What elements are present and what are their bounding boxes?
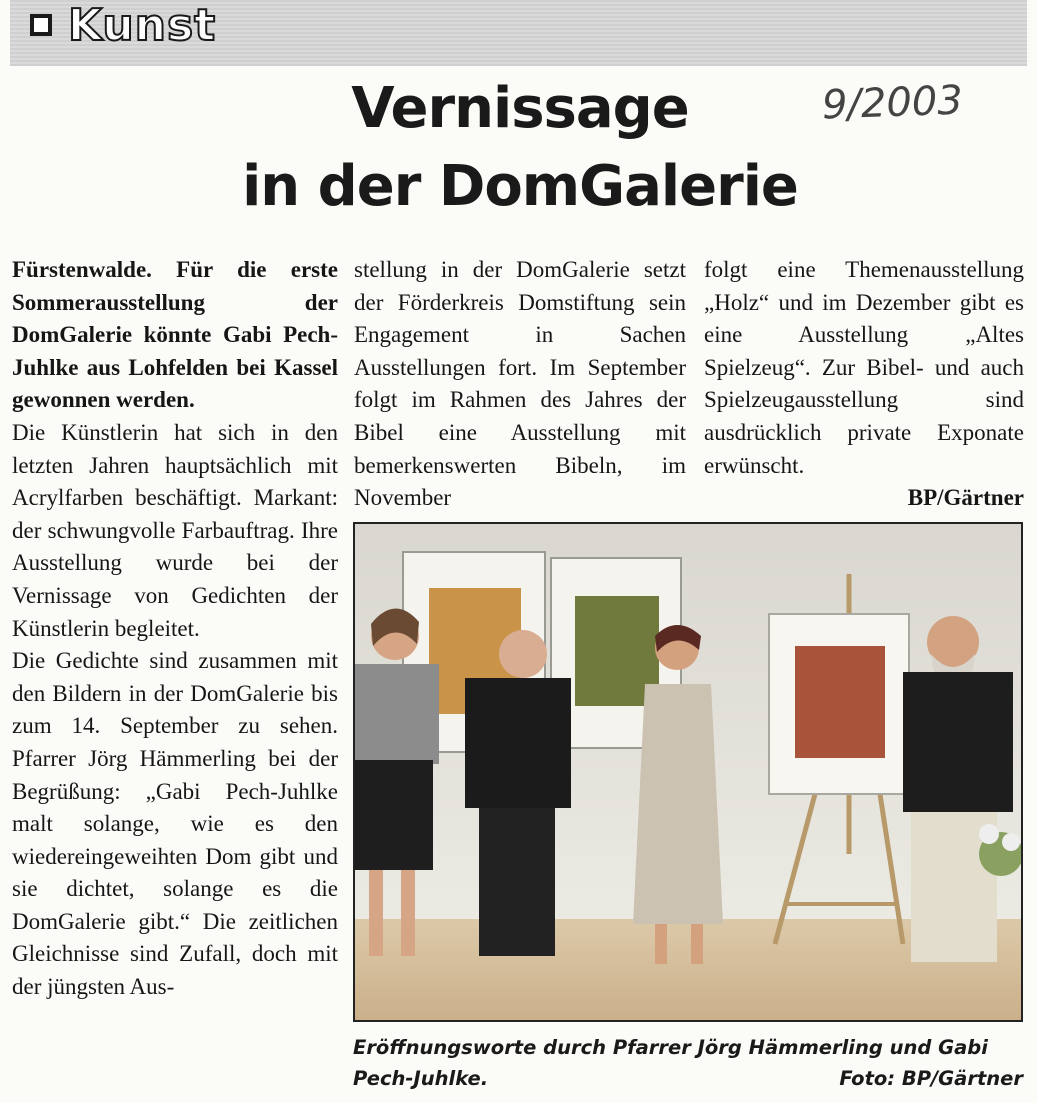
photo-credit: Foto: BP/Gärtner <box>839 1067 1023 1090</box>
photo-caption-text: Eröffnungsworte durch Pfarrer Jörg Hämmerling und Gabi Pech-Juhlke. <box>353 1036 988 1090</box>
section-label: Kunst <box>68 0 217 51</box>
article-paragraph-2: Die Gedichte sind zusammen mit den Bildern in der DomGalerie bis zum 14. September zu sehen. Pfarrer Jörg Hämmerling bei der Begrüßung: „Gabi Pech-Juhlke malt solange, wie es den wiedereingeweihten Dom gibt und sie dichtet, solange es die DomGalerie gibt.“ Die zeitlichen Gleichnisse sind Zufall, doch mit der jüngsten Aus- <box>12 648 338 1000</box>
article-paragraph-2-end: folgt eine Themenausstellung „Holz“ und im Dezember gibt es eine Ausstellung „Altes Spielzeug“. Zur Bibel- und auch Spielzeugausstellung sind ausdrücklich private Exponate erwünscht. <box>704 257 1024 478</box>
photo-caption <box>353 1032 1023 1094</box>
headline-line-2: in der DomGalerie <box>242 154 798 219</box>
article-column-1 <box>12 254 338 1004</box>
handwritten-date: 9/2003 <box>821 77 964 129</box>
gallery-photo <box>353 522 1023 1022</box>
article-paragraph-1: Die Künstlerin hat sich in den letzten Jahren hauptsächlich mit Acrylfarben beschäftigt. Markant: der schwungvolle Farbauftrag. Ihre Ausstellung wurde bei der Vernissage von Gedichten der Künstlerin begleitet. <box>12 419 338 641</box>
article-byline: BP/Gärtner <box>907 485 1024 511</box>
headline <box>140 70 900 226</box>
article-paragraph-2-continued: stellung in der DomGalerie setzt der Förderkreis Domstiftung sein Engagement in Sachen Ausstellungen fort. Im September folgt im Rahmen des Jahres der Bibel eine Ausstellung mit bemerkenswerten Bibeln, im November <box>354 257 686 511</box>
headline-line-1: Vernissage <box>351 76 689 141</box>
section-banner <box>10 0 1027 66</box>
section-box-icon <box>30 14 52 36</box>
article-lead: Fürstenwalde. Für die erste Sommerausstellung der DomGalerie könnte Gabi Pech-Juhlke aus Lohfelden bei Kassel gewonnen werden. <box>12 257 338 413</box>
gallery-photo-illustration <box>355 524 1021 1020</box>
article-column-3 <box>704 254 1024 515</box>
article-column-2 <box>354 254 686 515</box>
